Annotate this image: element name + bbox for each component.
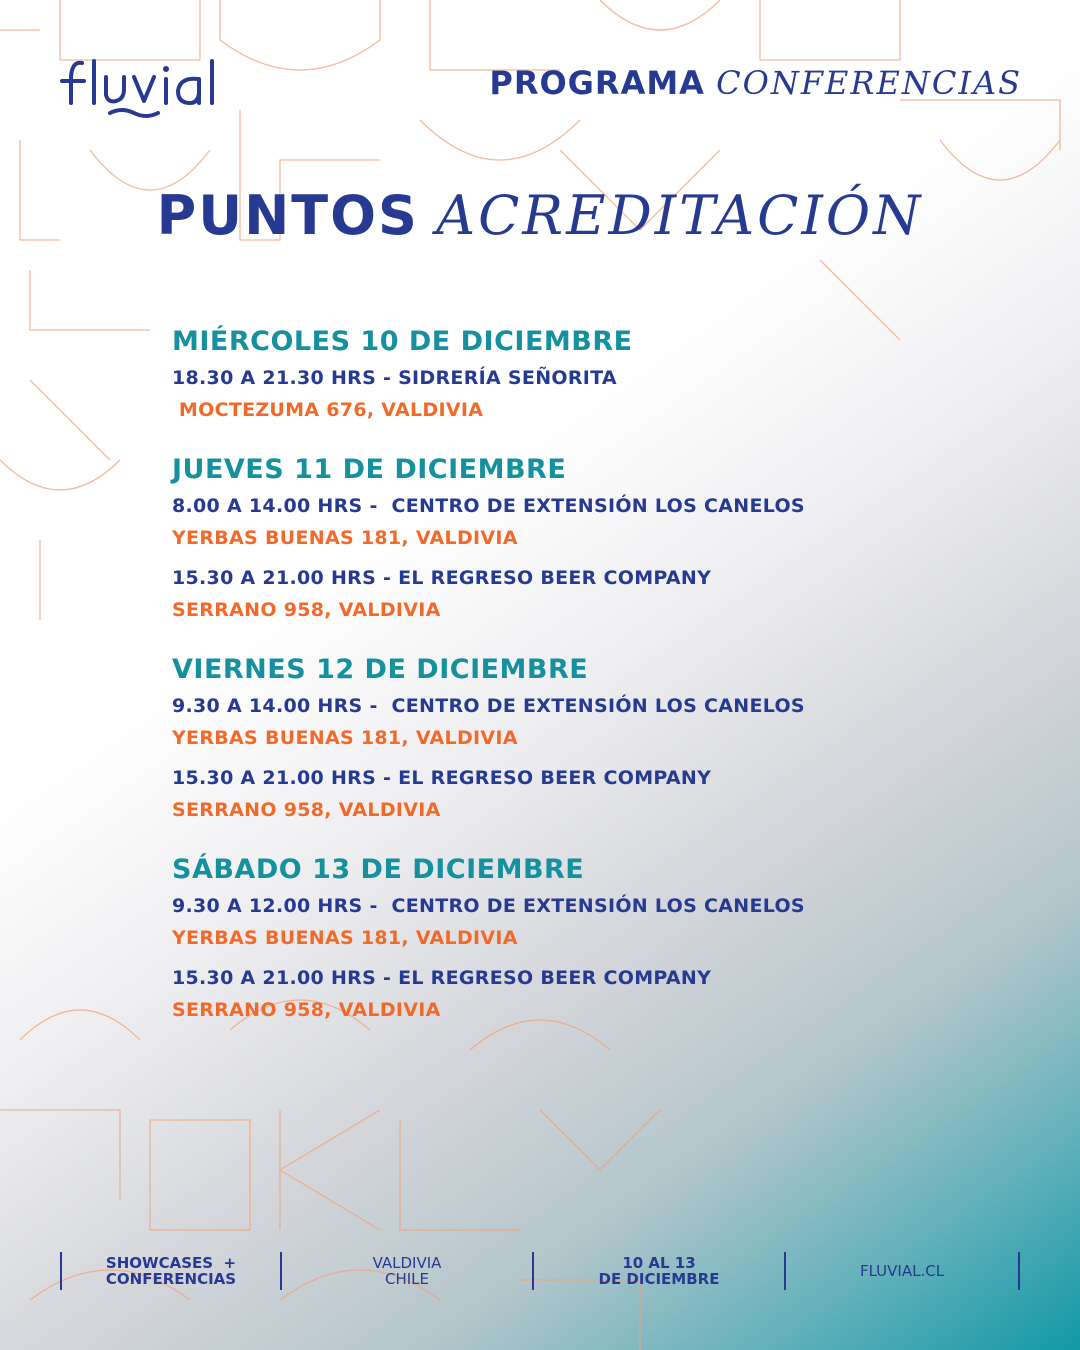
footer-event-type-line2: CONFERENCIAS	[105, 1270, 237, 1288]
slot-time-venue: 15.30 A 21.00 HRS - EL REGRESO BEER COMPANY	[172, 767, 712, 789]
slot-address: SERRANO 958, VALDIVIA	[172, 799, 441, 821]
day-block	[172, 852, 932, 1026]
day-title: JUEVES 11 DE DICIEMBRE	[172, 454, 567, 485]
schedule-slot	[172, 762, 932, 826]
slot-address: SERRANO 958, VALDIVIA	[172, 599, 441, 621]
slot-address: YERBAS BUENAS 181, VALDIVIA	[172, 927, 518, 949]
website-link[interactable]: FLUVIAL.CL	[859, 1262, 945, 1280]
schedule-slot	[172, 562, 932, 626]
schedule-slot	[172, 362, 932, 426]
footer-city: VALDIVIA	[372, 1254, 442, 1272]
schedule-slot	[172, 962, 932, 1026]
day-block	[172, 452, 932, 626]
slot-time-venue: 9.30 A 14.00 HRS - CENTRO DE EXTENSIÓN LOS CANELOS	[172, 695, 805, 717]
page-title	[0, 184, 1080, 247]
program-label: PROGRAMA	[489, 64, 705, 102]
page-title-bold: PUNTOS	[156, 184, 419, 247]
day-block	[172, 652, 932, 826]
slot-time-venue: 8.00 A 14.00 HRS - CENTRO DE EXTENSIÓN LOS CANELOS	[172, 495, 805, 517]
footer-dates-line1: 10 AL 13	[622, 1254, 696, 1272]
slot-time-venue: 15.30 A 21.00 HRS - EL REGRESO BEER COMPANY	[172, 567, 712, 589]
accreditation-schedule	[172, 324, 932, 1052]
day-title: MIÉRCOLES 10 DE DICIEMBRE	[172, 326, 633, 357]
schedule-slot	[172, 690, 932, 754]
schedule-slot	[172, 890, 932, 954]
footer-dates	[534, 1252, 784, 1290]
program-subtitle: CONFERENCIAS	[716, 64, 1022, 102]
footer-website	[786, 1252, 1018, 1290]
program-header	[489, 64, 1022, 102]
slot-time-venue: 18.30 A 21.30 HRS - SIDRERÍA SEÑORITA	[172, 367, 617, 389]
slot-time-venue: 9.30 A 12.00 HRS - CENTRO DE EXTENSIÓN LOS CANELOS	[172, 895, 805, 917]
footer-event-type	[62, 1252, 280, 1290]
page-title-italic: ACREDITACIÓN	[436, 184, 924, 247]
footer-dates-line2: DE DICIEMBRE	[598, 1270, 720, 1288]
fluvial-logo	[58, 55, 228, 125]
slot-address: SERRANO 958, VALDIVIA	[172, 999, 441, 1021]
slot-address: MOCTEZUMA 676, VALDIVIA	[172, 399, 484, 421]
day-title: SÁBADO 13 DE DICIEMBRE	[172, 854, 585, 885]
schedule-slot	[172, 490, 932, 554]
slot-address: YERBAS BUENAS 181, VALDIVIA	[172, 727, 518, 749]
footer-location	[282, 1252, 532, 1290]
footer-country: CHILE	[384, 1270, 429, 1288]
footer-divider	[1018, 1252, 1020, 1290]
footer-event-type-line1: SHOWCASES +	[105, 1254, 237, 1272]
day-title: VIERNES 12 DE DICIEMBRE	[172, 654, 589, 685]
slot-address: YERBAS BUENAS 181, VALDIVIA	[172, 527, 518, 549]
footer-bar	[60, 1252, 1020, 1290]
slot-time-venue: 15.30 A 21.00 HRS - EL REGRESO BEER COMPANY	[172, 967, 712, 989]
day-block	[172, 324, 932, 426]
